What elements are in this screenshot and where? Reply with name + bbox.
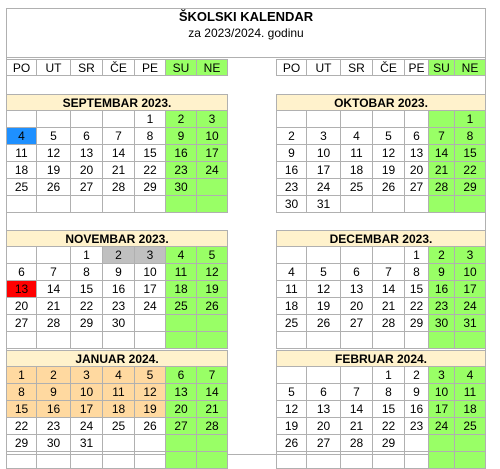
empty-day-cell <box>455 196 486 213</box>
day-cell: 1 <box>373 367 405 384</box>
day-cell: 1 <box>71 247 103 264</box>
day-cell: 18 <box>276 298 307 315</box>
day-cell: 10 <box>197 128 228 145</box>
day-cell: 16 <box>405 401 429 418</box>
day-cell: 19 <box>37 162 71 179</box>
weekday-header-su: SU <box>166 59 197 76</box>
weekday-header-po: PO <box>6 59 37 76</box>
empty-day-cell <box>429 111 455 128</box>
day-cell: 4 <box>341 128 373 145</box>
day-cell: 22 <box>373 418 405 435</box>
day-cell: 7 <box>341 384 373 401</box>
month-header: SEPTEMBAR 2023. <box>6 94 228 111</box>
empty-day-cell <box>197 315 228 332</box>
day-cell: 23 <box>429 298 455 315</box>
spacer-row <box>6 41 486 58</box>
day-cell: 28 <box>341 435 373 452</box>
day-cell: 23 <box>405 418 429 435</box>
day-cell: 14 <box>103 145 135 162</box>
day-cell: 16 <box>276 162 307 179</box>
day-cell: 6 <box>71 128 103 145</box>
day-cell: 18 <box>103 401 135 418</box>
day-cell: 23 <box>166 162 197 179</box>
day-cell: 11 <box>276 281 307 298</box>
empty-day-cell <box>166 332 197 349</box>
day-cell: 21 <box>37 298 71 315</box>
weekday-header-če: ČE <box>373 59 405 76</box>
empty-day-cell <box>276 332 307 349</box>
empty-day-cell <box>307 247 341 264</box>
empty-day-cell <box>341 247 373 264</box>
day-cell: 11 <box>166 264 197 281</box>
empty-day-cell <box>71 111 103 128</box>
day-cell: 8 <box>135 128 166 145</box>
empty-day-cell <box>6 247 37 264</box>
empty-day-cell <box>405 111 429 128</box>
day-cell: 13 <box>341 281 373 298</box>
day-cell: 13 <box>6 281 37 298</box>
day-cell: 29 <box>405 315 429 332</box>
day-cell: 24 <box>455 298 486 315</box>
day-cell: 3 <box>455 247 486 264</box>
day-cell: 28 <box>197 418 228 435</box>
day-cell: 5 <box>197 247 228 264</box>
weekday-header-pe: PE <box>405 59 429 76</box>
day-cell: 4 <box>455 367 486 384</box>
empty-day-cell <box>6 111 37 128</box>
empty-day-cell <box>166 452 197 469</box>
weekday-header-ut: UT <box>37 59 71 76</box>
day-cell: 25 <box>166 298 197 315</box>
day-cell: 11 <box>341 145 373 162</box>
empty-day-cell <box>6 332 37 349</box>
weekday-header-sr: SR <box>341 59 373 76</box>
day-cell: 18 <box>166 281 197 298</box>
day-cell: 22 <box>135 162 166 179</box>
day-cell: 24 <box>71 418 103 435</box>
day-cell: 30 <box>429 315 455 332</box>
month-header: DECEMBAR 2023. <box>276 230 486 247</box>
day-cell: 5 <box>373 128 405 145</box>
empty-day-cell <box>103 452 135 469</box>
day-cell: 3 <box>135 247 166 264</box>
empty-day-cell <box>197 196 228 213</box>
day-cell: 24 <box>135 298 166 315</box>
day-cell: 27 <box>405 179 429 196</box>
weekday-header-po: PO <box>276 59 307 76</box>
day-cell: 19 <box>276 418 307 435</box>
day-cell: 22 <box>455 162 486 179</box>
day-cell: 9 <box>37 384 71 401</box>
day-cell: 4 <box>276 264 307 281</box>
day-cell: 9 <box>166 128 197 145</box>
day-cell: 8 <box>455 128 486 145</box>
day-cell: 17 <box>197 145 228 162</box>
empty-day-cell <box>103 111 135 128</box>
day-cell: 25 <box>6 179 37 196</box>
day-cell: 8 <box>6 384 37 401</box>
day-cell: 28 <box>373 315 405 332</box>
weekday-header-če: ČE <box>103 59 135 76</box>
day-cell: 23 <box>103 298 135 315</box>
day-cell: 6 <box>405 128 429 145</box>
day-cell: 27 <box>341 315 373 332</box>
day-cell: 2 <box>276 128 307 145</box>
empty-day-cell <box>197 435 228 452</box>
empty-day-cell <box>6 196 37 213</box>
day-cell: 14 <box>429 145 455 162</box>
month-header: NOVEMBAR 2023. <box>6 230 228 247</box>
day-cell: 7 <box>37 264 71 281</box>
day-cell: 2 <box>166 111 197 128</box>
weekday-header-ut: UT <box>307 59 341 76</box>
day-cell: 17 <box>307 162 341 179</box>
empty-day-cell <box>103 435 135 452</box>
day-cell: 14 <box>197 384 228 401</box>
day-cell: 27 <box>71 179 103 196</box>
day-cell: 14 <box>373 281 405 298</box>
day-cell: 12 <box>197 264 228 281</box>
empty-day-cell <box>37 452 71 469</box>
day-cell: 28 <box>103 179 135 196</box>
empty-day-cell <box>341 452 373 469</box>
day-cell: 21 <box>429 162 455 179</box>
day-cell: 14 <box>37 281 71 298</box>
day-cell: 27 <box>166 418 197 435</box>
day-cell: 10 <box>307 145 341 162</box>
day-cell: 28 <box>37 315 71 332</box>
day-cell: 4 <box>166 247 197 264</box>
month-header: JANUAR 2024. <box>6 350 228 367</box>
empty-day-cell <box>103 332 135 349</box>
weekday-header-pe: PE <box>135 59 166 76</box>
day-cell: 20 <box>307 418 341 435</box>
empty-day-cell <box>405 452 429 469</box>
day-cell: 7 <box>373 264 405 281</box>
day-cell: 31 <box>71 435 103 452</box>
empty-day-cell <box>197 452 228 469</box>
empty-day-cell <box>373 452 405 469</box>
day-cell: 26 <box>135 418 166 435</box>
day-cell: 29 <box>71 315 103 332</box>
day-cell: 7 <box>197 367 228 384</box>
empty-day-cell <box>405 196 429 213</box>
day-cell: 9 <box>276 145 307 162</box>
empty-day-cell <box>429 452 455 469</box>
empty-day-cell <box>276 111 307 128</box>
day-cell: 7 <box>103 128 135 145</box>
day-cell: 13 <box>71 145 103 162</box>
empty-day-cell <box>135 315 166 332</box>
day-cell: 20 <box>71 162 103 179</box>
day-cell: 1 <box>6 367 37 384</box>
day-cell: 12 <box>135 384 166 401</box>
day-cell: 24 <box>197 162 228 179</box>
day-cell: 12 <box>307 281 341 298</box>
day-cell: 26 <box>276 435 307 452</box>
day-cell: 26 <box>307 315 341 332</box>
day-cell: 30 <box>37 435 71 452</box>
day-cell: 19 <box>197 281 228 298</box>
weekday-header-sr: SR <box>71 59 103 76</box>
day-cell: 31 <box>455 315 486 332</box>
empty-day-cell <box>276 247 307 264</box>
empty-day-cell <box>429 435 455 452</box>
month-header: FEBRUAR 2024. <box>276 350 486 367</box>
day-cell: 18 <box>341 162 373 179</box>
day-cell: 30 <box>103 315 135 332</box>
day-cell: 4 <box>6 128 37 145</box>
empty-day-cell <box>135 196 166 213</box>
day-cell: 6 <box>341 264 373 281</box>
page-title: ŠKOLSKI KALENDAR <box>178 9 314 24</box>
day-cell: 8 <box>71 264 103 281</box>
day-cell: 16 <box>37 401 71 418</box>
weekday-header-su: SU <box>429 59 455 76</box>
day-cell: 2 <box>405 367 429 384</box>
day-cell: 20 <box>166 401 197 418</box>
day-cell: 17 <box>135 281 166 298</box>
empty-day-cell <box>373 111 405 128</box>
day-cell: 3 <box>197 111 228 128</box>
empty-day-cell <box>166 196 197 213</box>
day-cell: 15 <box>71 281 103 298</box>
day-cell: 19 <box>307 298 341 315</box>
empty-day-cell <box>71 332 103 349</box>
empty-day-cell <box>373 332 405 349</box>
day-cell: 15 <box>373 401 405 418</box>
day-cell: 12 <box>37 145 71 162</box>
day-cell: 15 <box>6 401 37 418</box>
day-cell: 23 <box>276 179 307 196</box>
day-cell: 1 <box>455 111 486 128</box>
page-subtitle: za 2023/2024. godinu <box>188 25 304 40</box>
day-cell: 4 <box>103 367 135 384</box>
day-cell: 18 <box>6 162 37 179</box>
day-cell: 25 <box>341 179 373 196</box>
day-cell: 2 <box>103 247 135 264</box>
day-cell: 15 <box>455 145 486 162</box>
day-cell: 3 <box>429 367 455 384</box>
day-cell: 26 <box>197 298 228 315</box>
day-cell: 28 <box>429 179 455 196</box>
day-cell: 19 <box>135 401 166 418</box>
day-cell: 9 <box>103 264 135 281</box>
day-cell: 3 <box>71 367 103 384</box>
day-cell: 24 <box>429 418 455 435</box>
empty-day-cell <box>455 332 486 349</box>
day-cell: 12 <box>373 145 405 162</box>
day-cell: 9 <box>429 264 455 281</box>
day-cell: 27 <box>6 315 37 332</box>
day-cell: 23 <box>37 418 71 435</box>
day-cell: 20 <box>405 162 429 179</box>
day-cell: 5 <box>307 264 341 281</box>
empty-day-cell <box>341 332 373 349</box>
empty-day-cell <box>276 367 307 384</box>
day-cell: 24 <box>307 179 341 196</box>
day-cell: 7 <box>429 128 455 145</box>
day-cell: 31 <box>307 196 341 213</box>
empty-day-cell <box>307 367 341 384</box>
empty-day-cell <box>405 435 429 452</box>
day-cell: 13 <box>166 384 197 401</box>
day-cell: 14 <box>341 401 373 418</box>
day-cell: 18 <box>455 401 486 418</box>
day-cell: 25 <box>455 418 486 435</box>
empty-day-cell <box>307 332 341 349</box>
empty-day-cell <box>37 196 71 213</box>
empty-day-cell <box>405 332 429 349</box>
day-cell: 29 <box>455 179 486 196</box>
day-cell: 8 <box>405 264 429 281</box>
empty-day-cell <box>341 111 373 128</box>
day-cell: 1 <box>405 247 429 264</box>
day-cell: 13 <box>405 145 429 162</box>
day-cell: 22 <box>405 298 429 315</box>
day-cell: 3 <box>307 128 341 145</box>
day-cell: 26 <box>373 179 405 196</box>
day-cell: 10 <box>71 384 103 401</box>
day-cell: 10 <box>455 264 486 281</box>
day-cell: 17 <box>429 401 455 418</box>
empty-day-cell <box>307 452 341 469</box>
empty-day-cell <box>373 247 405 264</box>
day-cell: 21 <box>373 298 405 315</box>
day-cell: 5 <box>135 367 166 384</box>
day-cell: 17 <box>455 281 486 298</box>
day-cell: 15 <box>405 281 429 298</box>
empty-day-cell <box>197 179 228 196</box>
empty-day-cell <box>166 435 197 452</box>
day-cell: 12 <box>276 401 307 418</box>
day-cell: 2 <box>37 367 71 384</box>
day-cell: 1 <box>135 111 166 128</box>
empty-day-cell <box>71 452 103 469</box>
day-cell: 30 <box>166 179 197 196</box>
day-cell: 22 <box>6 418 37 435</box>
day-cell: 5 <box>276 384 307 401</box>
day-cell: 22 <box>71 298 103 315</box>
empty-day-cell <box>37 111 71 128</box>
day-cell: 13 <box>307 401 341 418</box>
day-cell: 21 <box>103 162 135 179</box>
day-cell: 20 <box>341 298 373 315</box>
day-cell: 16 <box>103 281 135 298</box>
day-cell: 9 <box>405 384 429 401</box>
day-cell: 11 <box>455 384 486 401</box>
day-cell: 11 <box>6 145 37 162</box>
empty-day-cell <box>135 452 166 469</box>
day-cell: 16 <box>166 145 197 162</box>
day-cell: 15 <box>135 145 166 162</box>
empty-day-cell <box>373 196 405 213</box>
empty-day-cell <box>6 452 37 469</box>
day-cell: 25 <box>276 315 307 332</box>
empty-day-cell <box>71 196 103 213</box>
empty-day-cell <box>307 111 341 128</box>
empty-day-cell <box>135 332 166 349</box>
day-cell: 6 <box>166 367 197 384</box>
day-cell: 19 <box>373 162 405 179</box>
day-cell: 2 <box>429 247 455 264</box>
day-cell: 6 <box>307 384 341 401</box>
day-cell: 8 <box>373 384 405 401</box>
empty-day-cell <box>103 196 135 213</box>
empty-day-cell <box>429 332 455 349</box>
day-cell: 25 <box>103 418 135 435</box>
month-header: OKTOBAR 2023. <box>276 94 486 111</box>
empty-day-cell <box>197 332 228 349</box>
day-cell: 29 <box>373 435 405 452</box>
day-cell: 21 <box>341 418 373 435</box>
empty-day-cell <box>341 367 373 384</box>
day-cell: 11 <box>103 384 135 401</box>
empty-day-cell <box>166 315 197 332</box>
empty-day-cell <box>455 435 486 452</box>
day-cell: 27 <box>307 435 341 452</box>
day-cell: 10 <box>429 384 455 401</box>
day-cell: 30 <box>276 196 307 213</box>
empty-day-cell <box>455 452 486 469</box>
day-cell: 6 <box>6 264 37 281</box>
empty-day-cell <box>429 196 455 213</box>
day-cell: 20 <box>6 298 37 315</box>
day-cell: 29 <box>135 179 166 196</box>
empty-day-cell <box>37 332 71 349</box>
weekday-header-ne: NE <box>455 59 486 76</box>
day-cell: 5 <box>37 128 71 145</box>
weekday-header-ne: NE <box>197 59 228 76</box>
day-cell: 26 <box>37 179 71 196</box>
empty-day-cell <box>341 196 373 213</box>
day-cell: 29 <box>6 435 37 452</box>
day-cell: 10 <box>135 264 166 281</box>
empty-day-cell <box>276 452 307 469</box>
empty-day-cell <box>37 247 71 264</box>
day-cell: 21 <box>197 401 228 418</box>
empty-day-cell <box>135 435 166 452</box>
day-cell: 17 <box>71 401 103 418</box>
day-cell: 16 <box>429 281 455 298</box>
